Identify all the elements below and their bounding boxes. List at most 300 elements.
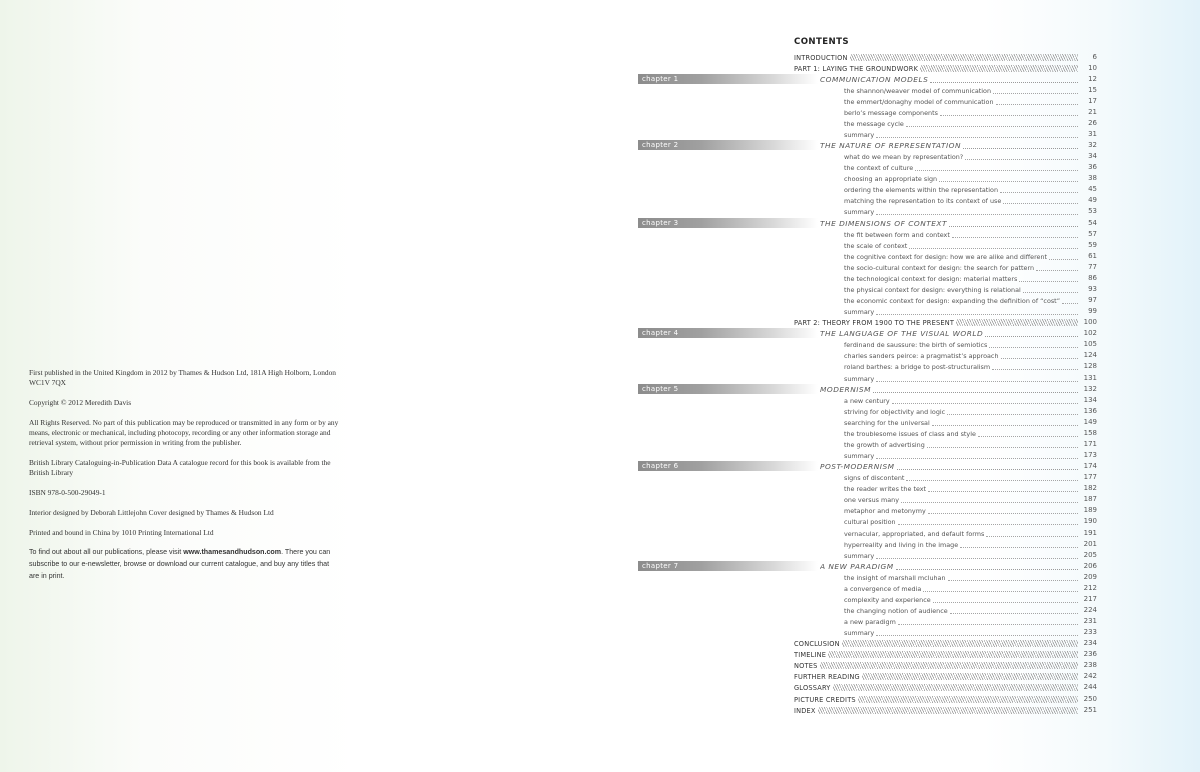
toc-page-number: 57	[1088, 229, 1097, 238]
promo-text-before: To find out about all our publications, please visit	[29, 548, 184, 557]
toc-entry-chapter[interactable]	[0, 140, 1200, 151]
toc-leader-fill	[928, 491, 1078, 492]
toc-entry-section[interactable]	[0, 428, 1200, 439]
toc-leader-line	[844, 163, 1078, 172]
toc-leader-line	[820, 562, 1078, 571]
toc-entry-title: ferdinand de saussure: the birth of semiotics	[844, 341, 988, 350]
toc-page-number: 242	[1083, 672, 1097, 681]
toc-leader-line	[844, 152, 1078, 161]
toc-leader-fill	[833, 684, 1078, 691]
toc-page-number: 26	[1088, 118, 1097, 127]
toc-entry-section[interactable]	[0, 151, 1200, 162]
toc-leader-fill	[986, 536, 1078, 537]
toc-entry-section[interactable]	[0, 350, 1200, 361]
toc-entry-title: PICTURE CREDITS	[794, 695, 856, 704]
toc-leader-line	[794, 672, 1078, 681]
toc-entry-title: the scale of context	[844, 241, 908, 250]
toc-entry-section[interactable]	[0, 539, 1200, 550]
toc-entry-top[interactable]	[0, 63, 1200, 74]
toc-leader-line	[844, 119, 1078, 128]
toc-entry-section[interactable]	[0, 129, 1200, 140]
toc-leader-line	[844, 517, 1078, 526]
toc-entry-top[interactable]	[0, 705, 1200, 716]
toc-page-number: 38	[1088, 174, 1097, 183]
toc-entry-top[interactable]	[0, 317, 1200, 328]
toc-leader-line	[844, 440, 1078, 449]
toc-page-number: 217	[1083, 594, 1097, 603]
toc-leader-fill	[933, 602, 1078, 603]
toc-leader-fill	[996, 104, 1078, 105]
toc-page-number: 59	[1088, 240, 1097, 249]
toc-entry-section[interactable]	[0, 572, 1200, 583]
toc-entry-section[interactable]	[0, 107, 1200, 118]
toc-leader-line	[844, 130, 1078, 139]
toc-leader-fill	[873, 392, 1078, 393]
toc-leader-line	[844, 230, 1078, 239]
toc-page-number: 17	[1088, 96, 1097, 105]
toc-page-number: 77	[1088, 262, 1097, 271]
toc-leader-fill	[1019, 281, 1078, 282]
toc-leader-line	[844, 97, 1078, 106]
toc-leader-fill	[978, 436, 1078, 437]
toc-leader-fill	[992, 369, 1078, 370]
toc-entry-section[interactable]	[0, 251, 1200, 262]
toc-page-number: 36	[1088, 163, 1097, 172]
toc-page-number: 6	[1092, 52, 1097, 61]
toc-leader-line	[844, 108, 1078, 117]
toc-entry-top[interactable]	[0, 660, 1200, 671]
toc-entry-title: striving for objectivity and logic	[844, 407, 946, 416]
toc-leader-line	[820, 75, 1078, 84]
toc-leader-line	[844, 506, 1078, 515]
toc-page-number: 136	[1083, 406, 1097, 415]
toc-entry-title: what do we mean by representation?	[844, 153, 964, 162]
toc-leader-fill	[876, 635, 1078, 636]
toc-entry-section[interactable]	[0, 206, 1200, 217]
toc-entry-section[interactable]	[0, 594, 1200, 605]
toc-leader-line	[844, 551, 1078, 560]
toc-entry-title: matching the representation to its context of use	[844, 197, 1002, 206]
toc-entry-title: the socio-cultural context for design: the search for pattern	[844, 263, 1035, 272]
toc-entry-section[interactable]	[0, 550, 1200, 561]
toc-leader-fill	[1036, 270, 1078, 271]
toc-leader-fill	[1062, 303, 1078, 304]
toc-leader-fill	[820, 662, 1078, 669]
toc-leader-fill	[892, 403, 1078, 404]
toc-page-number: 238	[1083, 661, 1097, 670]
toc-entry-section[interactable]	[0, 627, 1200, 638]
isbn-text: ISBN 978-0-500-29049-1	[29, 488, 106, 497]
toc-entry-title: FURTHER READING	[794, 673, 860, 682]
toc-entry-section[interactable]	[0, 339, 1200, 350]
toc-leader-fill	[920, 65, 1078, 72]
toc-entry-title: the insight of marshall mcluhan	[844, 573, 946, 582]
toc-page-number: 134	[1083, 395, 1097, 404]
toc-entry-section[interactable]	[0, 516, 1200, 527]
toc-leader-line	[794, 706, 1078, 715]
printed-text: Printed and bound in China by 1010 Printing International Ltd	[29, 527, 214, 537]
toc-page-number: 173	[1083, 451, 1097, 460]
toc-entry-section[interactable]	[0, 262, 1200, 273]
toc-entry-title: summary	[844, 308, 875, 317]
toc-page-number: 234	[1083, 639, 1097, 648]
toc-leader-fill	[898, 524, 1078, 525]
toc-leader-line	[844, 584, 1078, 593]
toc-leader-line	[844, 407, 1078, 416]
toc-entry-section[interactable]	[0, 472, 1200, 483]
toc-leader-fill	[898, 624, 1078, 625]
toc-entry-section[interactable]	[0, 173, 1200, 184]
toc-leader-fill	[876, 214, 1078, 215]
toc-page-number: 54	[1088, 218, 1097, 227]
toc-entry-title: INTRODUCTION	[794, 53, 848, 62]
toc-page-number: 190	[1083, 517, 1097, 526]
toc-leader-line	[844, 340, 1078, 349]
toc-leader-fill	[906, 126, 1078, 127]
toc-entry-section[interactable]	[0, 417, 1200, 428]
toc-leader-fill	[993, 93, 1078, 94]
toc-leader-line	[844, 362, 1078, 371]
toc-leader-line	[844, 174, 1078, 183]
toc-page-number: 53	[1088, 207, 1097, 216]
toc-leader-line	[844, 274, 1078, 283]
toc-entry-title: the growth of advertising	[844, 440, 925, 449]
toc-entry-title: THE NATURE OF REPRESENTATION	[820, 141, 961, 151]
toc-leader-line	[820, 141, 1078, 150]
toc-leader-line	[794, 650, 1078, 659]
toc-leader-line	[820, 219, 1078, 228]
toc-leader-line	[844, 484, 1078, 493]
toc-leader-line	[844, 429, 1078, 438]
chapter-tab: chapter 2	[638, 140, 818, 150]
toc-entry-section[interactable]	[0, 118, 1200, 129]
toc-leader-line	[844, 540, 1078, 549]
toc-leader-line	[844, 307, 1078, 316]
toc-leader-fill	[909, 248, 1078, 249]
toc-entry-section[interactable]	[0, 494, 1200, 505]
toc-leader-line	[844, 207, 1078, 216]
toc-entry-title: summary	[844, 374, 875, 383]
toc-entry-title: PART 2: THEORY FROM 1900 TO THE PRESENT	[794, 319, 955, 328]
toc-leader-fill	[876, 137, 1078, 138]
toc-entry-title: charles sanders peirce: a pragmatist’s approach	[844, 352, 999, 361]
toc-page-number: 105	[1083, 340, 1097, 349]
toc-entry-top[interactable]	[0, 649, 1200, 660]
contents-heading: CONTENTS	[794, 37, 849, 47]
toc-leader-fill	[923, 591, 1078, 592]
toc-leader-fill	[932, 425, 1078, 426]
toc-entry-title: the context of culture	[844, 164, 914, 173]
toc-page-number: 251	[1083, 705, 1097, 714]
toc-leader-line	[844, 418, 1078, 427]
toc-page-number: 209	[1083, 572, 1097, 581]
toc-page-number: 15	[1088, 85, 1097, 94]
toc-leader-line	[844, 252, 1078, 261]
toc-leader-line	[844, 374, 1078, 383]
toc-entry-title: the technological context for design: material matters	[844, 274, 1018, 283]
toc-entry-title: one versus many	[844, 496, 899, 505]
toc-leader-line	[844, 529, 1078, 538]
toc-entry-title: choosing an appropriate sign	[844, 175, 938, 184]
toc-leader-fill	[876, 381, 1078, 382]
toc-leader-line	[794, 64, 1078, 73]
toc-leader-fill	[930, 82, 1078, 83]
toc-entry-title: summary	[844, 452, 875, 461]
toc-entry-top[interactable]	[0, 52, 1200, 63]
toc-entry-section[interactable]	[0, 483, 1200, 494]
toc-entry-section[interactable]	[0, 184, 1200, 195]
toc-page-number: 149	[1083, 417, 1097, 426]
chapter-tab: chapter 5	[638, 384, 818, 394]
toc-page-number: 233	[1083, 628, 1097, 637]
toc-leader-line	[844, 196, 1078, 205]
toc-leader-fill	[960, 547, 1078, 548]
toc-entry-title: ordering the elements within the representation	[844, 186, 998, 195]
toc-entry-title: the troublesome issues of class and style	[844, 429, 976, 438]
chapter-tab: chapter 3	[638, 218, 818, 228]
toc-leader-fill	[965, 159, 1078, 160]
toc-entry-top[interactable]	[0, 638, 1200, 649]
toc-leader-line	[820, 329, 1078, 338]
toc-leader-fill	[927, 447, 1078, 448]
toc-page-number: 182	[1083, 484, 1097, 493]
toc-entry-section[interactable]	[0, 395, 1200, 406]
toc-entry-section[interactable]	[0, 373, 1200, 384]
toc-leader-line	[844, 86, 1078, 95]
toc-leader-line	[844, 451, 1078, 460]
toc-entry-title: vernacular, appropriated, and default forms	[844, 529, 985, 538]
toc-entry-title: complexity and experience	[844, 595, 931, 604]
toc-entry-title: THE LANGUAGE OF THE VISUAL WORLD	[820, 329, 984, 339]
toc-leader-line	[844, 617, 1078, 626]
toc-page-number: 49	[1088, 196, 1097, 205]
chapter-tab: chapter 6	[638, 461, 818, 471]
toc-page-number: 177	[1083, 473, 1097, 482]
toc-entry-title: cultural position	[844, 518, 896, 527]
toc-entry-top[interactable]	[0, 694, 1200, 705]
toc-entry-title: the shannon/weaver model of communication	[844, 86, 992, 95]
toc-leader-line	[844, 351, 1078, 360]
toc-entry-top[interactable]	[0, 682, 1200, 693]
toc-leader-fill	[963, 148, 1078, 149]
toc-page-number: 32	[1088, 141, 1097, 150]
toc-entry-section[interactable]	[0, 583, 1200, 594]
toc-entry-title: roland barthes: a bridge to post-structuralism	[844, 363, 991, 372]
toc-entry-title: NOTES	[794, 662, 818, 671]
toc-page-number: 45	[1088, 185, 1097, 194]
toc-leader-line	[844, 628, 1078, 637]
toc-leader-fill	[906, 480, 1078, 481]
toc-entry-title: COMMUNICATION MODELS	[820, 74, 929, 84]
publisher-website-link[interactable]: www.thamesandhudson.com	[183, 548, 282, 557]
toc-entry-section[interactable]	[0, 195, 1200, 206]
toc-leader-fill	[989, 347, 1078, 348]
toc-entry-section[interactable]	[0, 85, 1200, 96]
toc-leader-fill	[828, 651, 1078, 658]
toc-leader-line	[844, 606, 1078, 615]
toc-page-number: 93	[1088, 284, 1097, 293]
toc-page-number: 212	[1083, 583, 1097, 592]
toc-entry-section[interactable]	[0, 273, 1200, 284]
toc-entry-chapter[interactable]	[0, 74, 1200, 85]
chapter-tab: chapter 4	[638, 328, 818, 338]
design-credits-text: Interior designed by Deborah Littlejohn Cover designed by Thames & Hudson Ltd	[29, 507, 274, 517]
toc-entry-title: INDEX	[794, 706, 816, 715]
toc-leader-fill	[928, 513, 1078, 514]
toc-page-number: 201	[1083, 539, 1097, 548]
toc-leader-line	[844, 495, 1078, 504]
toc-leader-line	[844, 595, 1078, 604]
toc-page-number: 206	[1083, 561, 1097, 570]
toc-entry-chapter[interactable]	[0, 328, 1200, 339]
promo-text-after: . There you can subscribe to our e-newsletter, browse or download our current catalogue, and buy any titles that are in print.	[29, 548, 331, 580]
toc-entry-section[interactable]	[0, 616, 1200, 627]
toc-leader-line	[844, 473, 1078, 482]
toc-page-number: 12	[1088, 74, 1097, 83]
toc-leader-fill	[1001, 358, 1079, 359]
toc-page-number: 86	[1088, 273, 1097, 282]
toc-entry-title: summary	[844, 551, 875, 560]
toc-leader-fill	[939, 181, 1078, 182]
toc-entry-title: a new century	[844, 396, 890, 405]
toc-leader-line	[794, 695, 1078, 704]
toc-entry-section[interactable]	[0, 528, 1200, 539]
toc-leader-fill	[952, 237, 1078, 238]
toc-leader-line	[844, 263, 1078, 272]
toc-leader-line	[844, 296, 1078, 305]
toc-leader-fill	[947, 414, 1078, 415]
toc-page-number: 171	[1083, 439, 1097, 448]
toc-leader-fill	[901, 502, 1078, 503]
toc-entry-chapter[interactable]	[0, 561, 1200, 572]
toc-leader-fill	[897, 469, 1078, 470]
toc-page-number: 10	[1088, 63, 1097, 72]
first-published-text: First published in the United Kingdom in 2012 by Thames & Hudson Ltd, 181A High Holborn, London WC1V 7QX	[29, 368, 336, 388]
toc-page-number: 174	[1083, 462, 1097, 471]
toc-entry-title: a convergence of media	[844, 584, 922, 593]
toc-leader-line	[794, 53, 1078, 62]
toc-leader-line	[844, 573, 1078, 582]
toc-entry-section[interactable]	[0, 96, 1200, 107]
toc-leader-fill	[1000, 192, 1078, 193]
toc-page-number: 99	[1088, 307, 1097, 316]
toc-page-number: 236	[1083, 650, 1097, 659]
toc-page-number: 100	[1083, 318, 1097, 327]
toc-leader-line	[794, 683, 1078, 692]
toc-page-number: 244	[1083, 683, 1097, 692]
toc-entry-title: metaphor and metonymy	[844, 507, 926, 516]
toc-page-number: 187	[1083, 495, 1097, 504]
toc-entry-title: the emmert/donaghy model of communication	[844, 97, 994, 106]
toc-entry-section[interactable]	[0, 306, 1200, 317]
toc-leader-fill	[896, 569, 1078, 570]
toc-page-number: 224	[1083, 606, 1097, 614]
toc-entry-section[interactable]	[0, 450, 1200, 461]
toc-entry-title: the cognitive context for design: how we are alike and different	[844, 252, 1048, 261]
toc-page-number: 132	[1083, 384, 1097, 393]
toc-leader-line	[844, 241, 1078, 250]
toc-entry-title: searching for the universal	[844, 418, 930, 427]
toc-entry-title: berlo’s message components	[844, 108, 938, 117]
toc-entry-section[interactable]	[0, 605, 1200, 616]
toc-entry-title: summary	[844, 629, 875, 638]
toc-leader-fill	[915, 170, 1078, 171]
toc-leader-line	[820, 462, 1078, 471]
toc-page-number: 102	[1083, 329, 1097, 338]
toc-entry-title: a new paradigm	[844, 618, 896, 627]
toc-entry-section[interactable]	[0, 361, 1200, 372]
toc-entry-title: CONCLUSION	[794, 640, 840, 649]
copyright-text: Copyright © 2012 Meredith Davis	[29, 398, 132, 407]
toc-entry-top[interactable]	[0, 671, 1200, 682]
toc-entry-section[interactable]	[0, 240, 1200, 251]
toc-entry-chapter[interactable]	[0, 384, 1200, 395]
toc-entry-title: the economic context for design: expanding the definition of “cost”	[844, 297, 1060, 306]
toc-leader-line	[844, 285, 1078, 294]
toc-entry-title: MODERNISM	[820, 384, 871, 394]
toc-leader-fill	[876, 458, 1078, 459]
toc-entry-title: the fit between form and context	[844, 230, 950, 239]
chapter-tab: chapter 7	[638, 561, 818, 571]
toc-entry-section[interactable]	[0, 406, 1200, 417]
toc-entry-section[interactable]	[0, 295, 1200, 306]
toc-entry-title: POST-MODERNISM	[820, 462, 895, 472]
toc-page-number: 231	[1083, 617, 1097, 626]
toc-page-number: 124	[1083, 351, 1097, 360]
toc-leader-line	[794, 639, 1078, 648]
toc-entry-section[interactable]	[0, 505, 1200, 516]
toc-leader-fill	[948, 580, 1078, 581]
toc-entry-title: GLOSSARY	[794, 684, 831, 693]
toc-entry-section[interactable]	[0, 439, 1200, 450]
toc-leader-fill	[940, 115, 1078, 116]
toc-entry-title: summary	[844, 208, 875, 217]
cip-text: British Library Cataloguing-in-Publication Data A catalogue record for this book is available from the British Library	[29, 458, 331, 478]
toc-entry-section[interactable]	[0, 162, 1200, 173]
toc-page-number: 131	[1083, 373, 1097, 382]
toc-leader-fill	[949, 226, 1078, 227]
toc-leader-fill	[1049, 259, 1078, 260]
chapter-tab: chapter 1	[638, 74, 818, 84]
toc-entry-title: TIMELINE	[794, 651, 827, 660]
toc-entry-title: summary	[844, 130, 875, 139]
toc-page-number: 189	[1083, 506, 1097, 515]
toc-leader-fill	[876, 558, 1078, 559]
toc-page-number: 21	[1088, 107, 1097, 116]
toc-leader-fill	[1023, 292, 1078, 293]
toc-leader-fill	[956, 319, 1078, 326]
toc-entry-section[interactable]	[0, 284, 1200, 295]
toc-leader-fill	[1003, 203, 1078, 204]
toc-entry-title: PART 1: LAYING THE GROUNDWORK	[794, 64, 919, 73]
toc-entry-chapter[interactable]	[0, 461, 1200, 472]
rights-text: All Rights Reserved. No part of this publication may be reproduced or transmitted in any form or by any means, electronic or mechanical, including photocopy, recording or any other information storage and retrieval system, without prior permission in writing from the publisher.	[29, 417, 339, 448]
toc-page-number: 31	[1088, 129, 1097, 138]
toc-entry-chapter[interactable]	[0, 218, 1200, 229]
toc-page-number: 205	[1083, 550, 1097, 559]
toc-page-number: 61	[1088, 251, 1097, 260]
toc-page-number: 34	[1088, 152, 1097, 161]
toc-entry-section[interactable]	[0, 229, 1200, 240]
toc-entry-title: hyperreality and living in the image	[844, 540, 959, 549]
toc-entry-title: THE DIMENSIONS OF CONTEXT	[820, 218, 947, 228]
toc-leader-line	[844, 185, 1078, 194]
toc-entry-title: signs of discontent	[844, 474, 905, 483]
toc-leader-fill	[858, 696, 1078, 703]
toc-leader-fill	[985, 336, 1078, 337]
toc-leader-fill	[818, 707, 1078, 714]
toc-leader-fill	[842, 640, 1078, 647]
